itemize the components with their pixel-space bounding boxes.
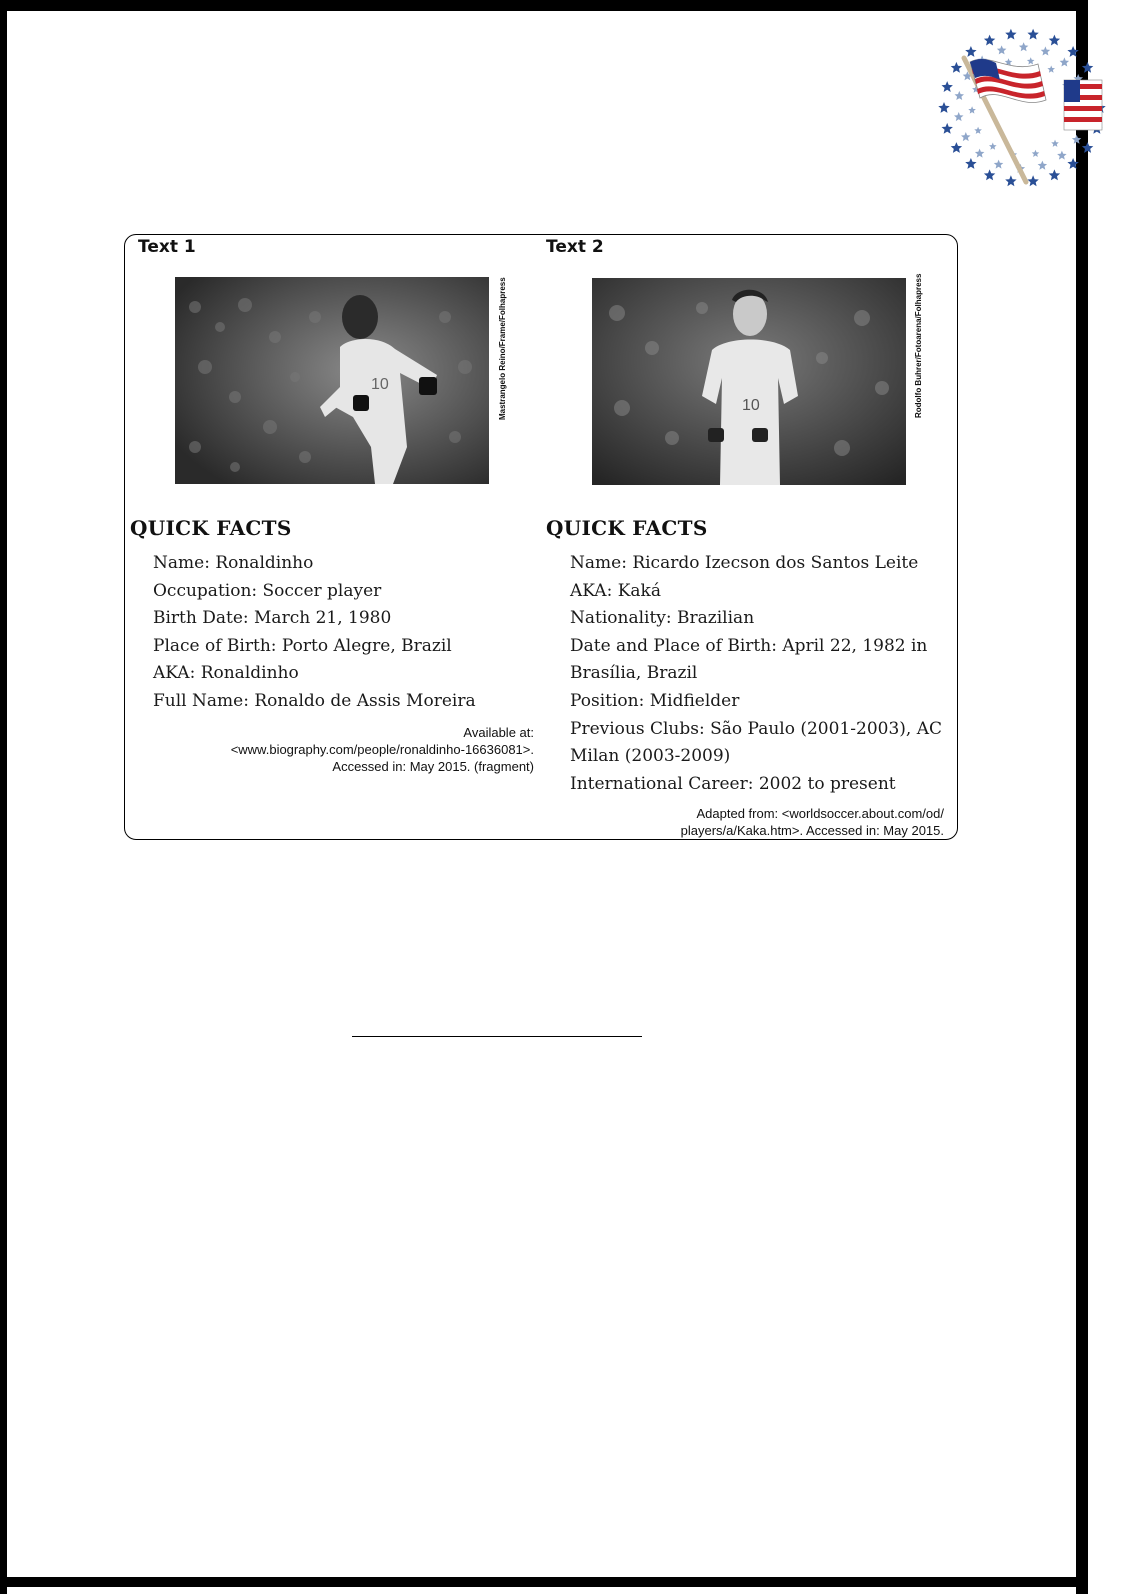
list-item: AKA: Kaká: [570, 580, 661, 601]
list-item: Occupation: Soccer player: [153, 580, 382, 601]
list-item: Full Name: Ronaldo de Assis Moreira: [153, 690, 476, 711]
page-border-bottom: [0, 1577, 1088, 1587]
list-item: AKA: Ronaldinho: [153, 663, 299, 684]
text2-source: [600, 805, 944, 839]
american-flag-icon: [930, 22, 1114, 194]
list-item: Place of Birth: Porto Alegre, Brazil: [153, 635, 452, 656]
source-line: <www.biography.com/people/ronaldinho-16636081>.: [230, 742, 534, 757]
source-line: Adapted from: <worldsoccer.about.com/od/: [696, 806, 944, 821]
text2-facts-list: [570, 550, 942, 798]
text1-label: Text 1: [138, 237, 196, 257]
page-border-top: [0, 0, 1086, 11]
text1-facts-list: [153, 550, 476, 716]
list-item: Birth Date: March 21, 1980: [153, 608, 392, 629]
page-border-right: [1076, 0, 1088, 1594]
answer-blank-line[interactable]: [352, 1036, 642, 1037]
list-item: Position: Midfielder: [570, 690, 740, 711]
source-line: Available at:: [463, 725, 534, 740]
list-item: Brasília, Brazil: [570, 663, 698, 684]
list-item: Date and Place of Birth: April 22, 1982 in: [570, 635, 928, 656]
page-border-left: [0, 0, 7, 1594]
list-item: Name: Ricardo Izecson dos Santos Leite: [570, 553, 919, 573]
text1-photo-credit: Mastrangelo Reino/Frame/Folhapress: [498, 277, 507, 420]
list-item: International Career: 2002 to present: [570, 773, 896, 794]
source-line: players/a/Kaka.htm>. Accessed in: May 2015.: [680, 823, 944, 838]
source-line: Accessed in: May 2015. (fragment): [332, 759, 534, 774]
ronaldinho-jersey-number: 10: [371, 376, 389, 393]
text1-quick-facts-heading: QUICK FACTS: [130, 516, 292, 540]
list-item: Previous Clubs: São Paulo (2001-2003), AC: [570, 718, 942, 739]
list-item: Name: Ronaldinho: [153, 553, 314, 573]
kaka-jersey-number: 10: [742, 397, 760, 414]
list-item: Nationality: Brazilian: [570, 608, 755, 629]
text2-quick-facts-heading: QUICK FACTS: [546, 516, 708, 540]
ronaldinho-photo: [175, 277, 489, 484]
text2-photo-credit: Rodolfo Buhrer/Fotoarena/Folhapress: [914, 273, 923, 418]
list-item: Milan (2003-2009): [570, 746, 731, 767]
text2-label: Text 2: [546, 237, 604, 257]
text1-source: [180, 724, 534, 775]
kaka-photo: [592, 278, 906, 485]
